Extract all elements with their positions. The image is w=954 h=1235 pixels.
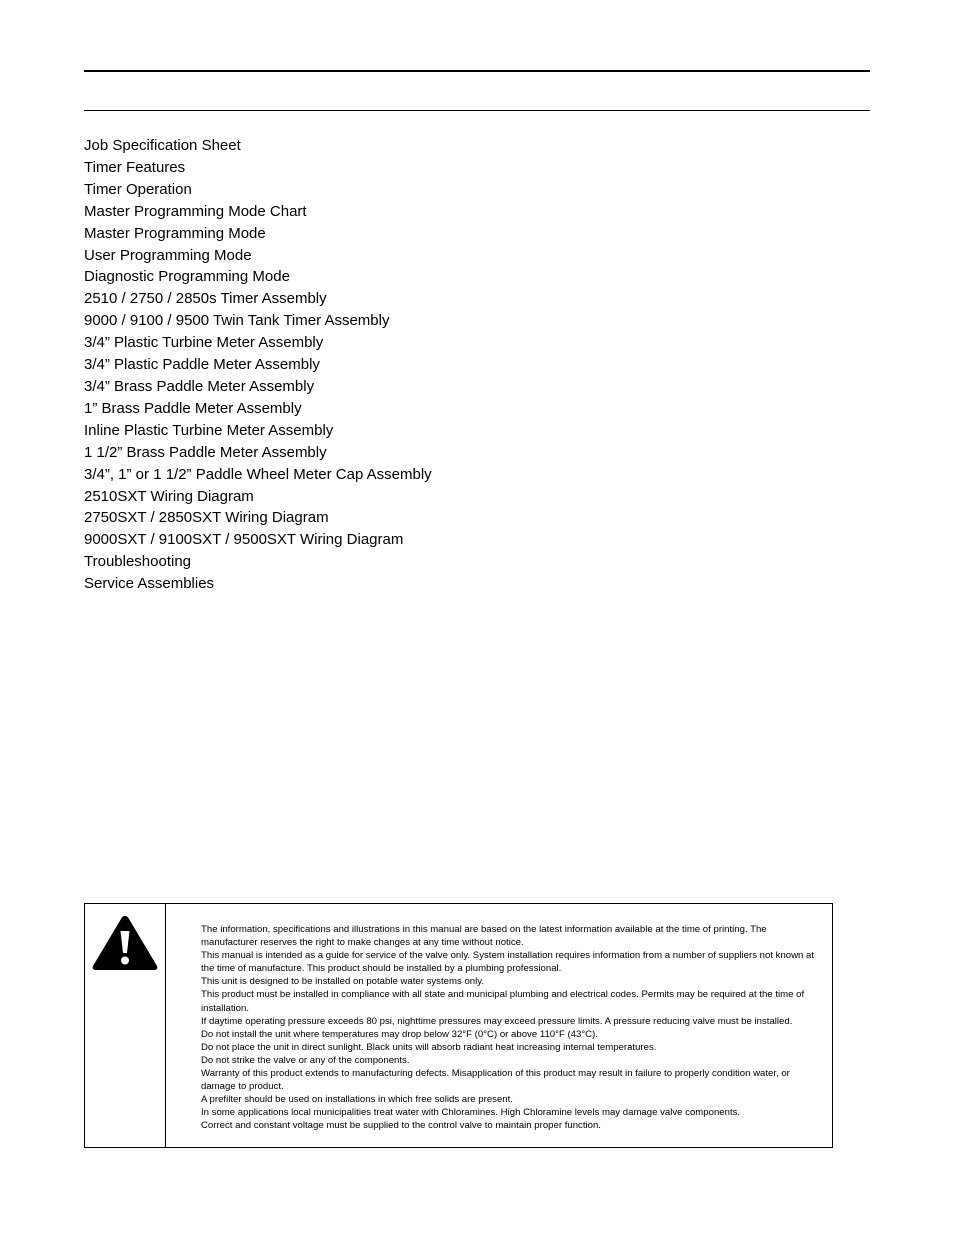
notice-line: Do not strike the valve or any of the components. (201, 1054, 410, 1066)
warning-icon (91, 913, 159, 973)
toc-item: 2510 / 2750 / 2850s Timer Assembly (84, 290, 327, 308)
notice-line: In some applications local municipalities treat water with Chloramines. High Chloramine levels may damage valve components. (201, 1107, 741, 1119)
notice-line: The information, specifications and illustrations in this manual are based on the latest information available at the time of printing. The manufacturer reserves the right to make changes at any time without notice. (201, 924, 767, 949)
toc-item: Timer Features (84, 158, 186, 176)
toc-item: 9000SXT / 9100SXT / 9500SXT Wiring Diagram (84, 531, 404, 549)
toc-item: 3/4” Plastic Turbine Meter Assembly (84, 334, 324, 352)
notice-line: This unit is designed to be installed on potable water systems only. (201, 976, 484, 988)
toc-item: 2750SXT / 2850SXT Wiring Diagram (84, 509, 329, 527)
toc-item: Service Assemblies (84, 575, 215, 593)
toc-item: Job Specification Sheet (84, 137, 241, 154)
toc-item: Master Programming Mode (84, 224, 266, 242)
toc-item: 3/4” Brass Paddle Meter Assembly (84, 377, 315, 395)
notice-line: A prefilter should be used on installations in which free solids are present. (201, 1094, 513, 1106)
notice-text (201, 923, 821, 1133)
header-rule-bottom (84, 110, 870, 111)
warning-icon-cell (85, 904, 166, 1147)
warning-notice-box (84, 903, 833, 1148)
toc-item: 3/4”, 1” or 1 1/2” Paddle Wheel Meter Cap Assembly (84, 465, 432, 483)
toc-item: Troubleshooting (84, 553, 192, 571)
toc-item: 9000 / 9100 / 9500 Twin Tank Timer Assembly (84, 312, 390, 330)
toc-item: 2510SXT Wiring Diagram (84, 487, 254, 505)
notice-line: If daytime operating pressure exceeds 80 psi, nighttime pressures may exceed pressure limits. A pressure reducing valve must be installed. (201, 1015, 793, 1027)
toc-item: 1 1/2” Brass Paddle Meter Assembly (84, 443, 327, 461)
notice-line: Do not install the unit where temperatures may drop below 32°F (0°C) or above 110°F (43°C). (201, 1028, 598, 1040)
notice-line: This manual is intended as a guide for service of the valve only. System installation requires information from a number of suppliers not known at the time of manufacture. This product should be installed by a plumbing professional. (201, 950, 815, 975)
notice-line: Correct and constant voltage must be supplied to the control valve to maintain proper function. (201, 1120, 601, 1132)
toc-item: 3/4” Plastic Paddle Meter Assembly (84, 356, 320, 374)
toc-item: Master Programming Mode Chart (84, 202, 307, 220)
toc-item: 1” Brass Paddle Meter Assembly (84, 399, 302, 417)
toc-item: User Programming Mode (84, 246, 252, 264)
notice-line: Warranty of this product extends to manufacturing defects. Misapplication of this product may result in failure to properly condition water, or damage to product. (201, 1068, 790, 1093)
toc-item: Diagnostic Programming Mode (84, 268, 290, 286)
toc-item: Timer Operation (84, 180, 192, 198)
notice-line: Do not place the unit in direct sunlight. Black units will absorb radiant heat increasing internal temperatures. (201, 1041, 657, 1053)
header-rule-top (84, 70, 870, 72)
toc-item: Inline Plastic Turbine Meter Assembly (84, 421, 334, 439)
table-of-contents (84, 135, 432, 595)
notice-line: This product must be installed in compliance with all state and municipal plumbing and electrical codes. Permits may be required at the time of installation. (201, 989, 805, 1014)
